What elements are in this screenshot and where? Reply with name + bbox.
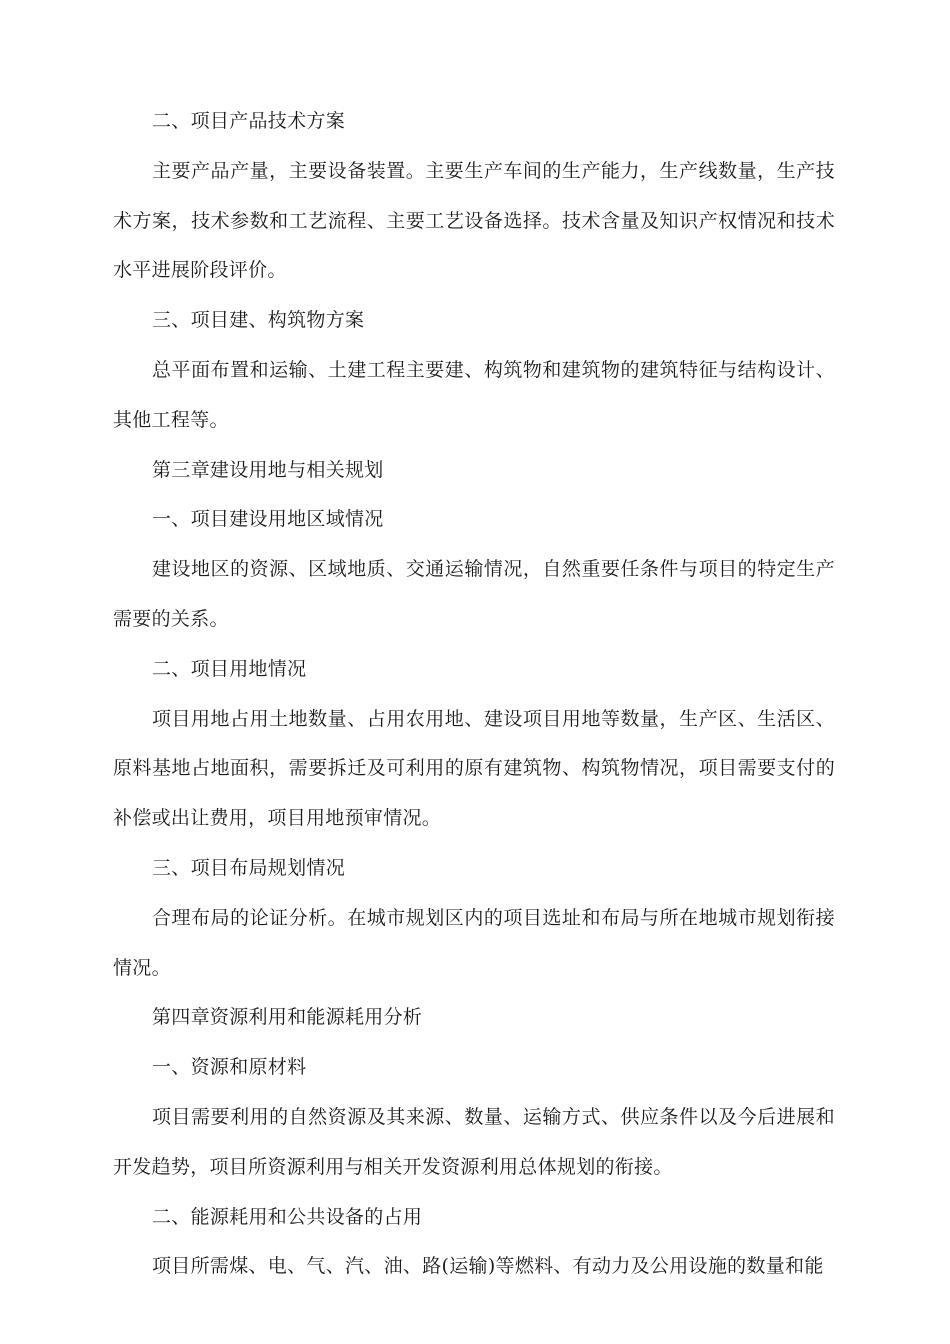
section-heading-land-use: 二、项目用地情况: [152, 657, 307, 680]
paragraph-land-use: 项目用地占用土地数量、占用农用地、建设项目用地等数量，生产区、生活区、原料基地占地面积，需要拆迁及可利用的原有建筑物、构筑物情况，项目需要支付的补偿或出让费用，项目用地预审情况。: [113, 707, 835, 830]
section-heading-resources: 一、资源和原材料: [152, 1056, 307, 1079]
chapter-heading-3: 第三章建设用地与相关规划: [152, 458, 384, 481]
paragraph-energy: 项目所需煤、电、气、汽、油、路(运输)等燃料、有动力及公用设施的数量和能: [152, 1255, 824, 1278]
section-heading-energy: 二、能源耗用和公共设备的占用: [152, 1205, 423, 1228]
document-page: [113, 97, 835, 1292]
paragraph-resources: 项目需要利用的自然资源及其来源、数量、运输方式、供应条件以及今后进展和开发趋势，项目所资源利用与相关开发资源利用总体规划的衔接。: [113, 1105, 835, 1178]
section-heading-buildings: 三、项目建、构筑物方案: [152, 309, 365, 332]
paragraph-buildings: 总平面布置和运输、土建工程主要建、构筑物和建筑物的建筑特征与结构设计、其他工程等。: [113, 358, 835, 431]
paragraph-land-region: 建设地区的资源、区域地质、交通运输情况，自然重要任条件与项目的特定生产需要的关系。: [113, 558, 835, 630]
paragraph-product-tech: 主要产品产量，主要设备装置。主要生产车间的生产能力，生产线数量，生产技术方案，技术参数和工艺流程、主要工艺设备选择。技术含量及知识产权情况和技术水平进展阶段评价。: [113, 159, 835, 282]
section-heading-layout-plan: 三、项目布局规划情况: [152, 856, 346, 879]
chapter-heading-4: 第四章资源利用和能源耗用分析: [152, 1006, 423, 1029]
section-heading-land-region: 一、项目建设用地区域情况: [152, 508, 384, 531]
paragraph-layout-plan: 合理布局的论证分析。在城市规划区内的项目选址和布局与所在地城市规划衔接情况。: [113, 906, 835, 979]
section-heading-product-tech: 二、项目产品技术方案: [152, 110, 346, 132]
